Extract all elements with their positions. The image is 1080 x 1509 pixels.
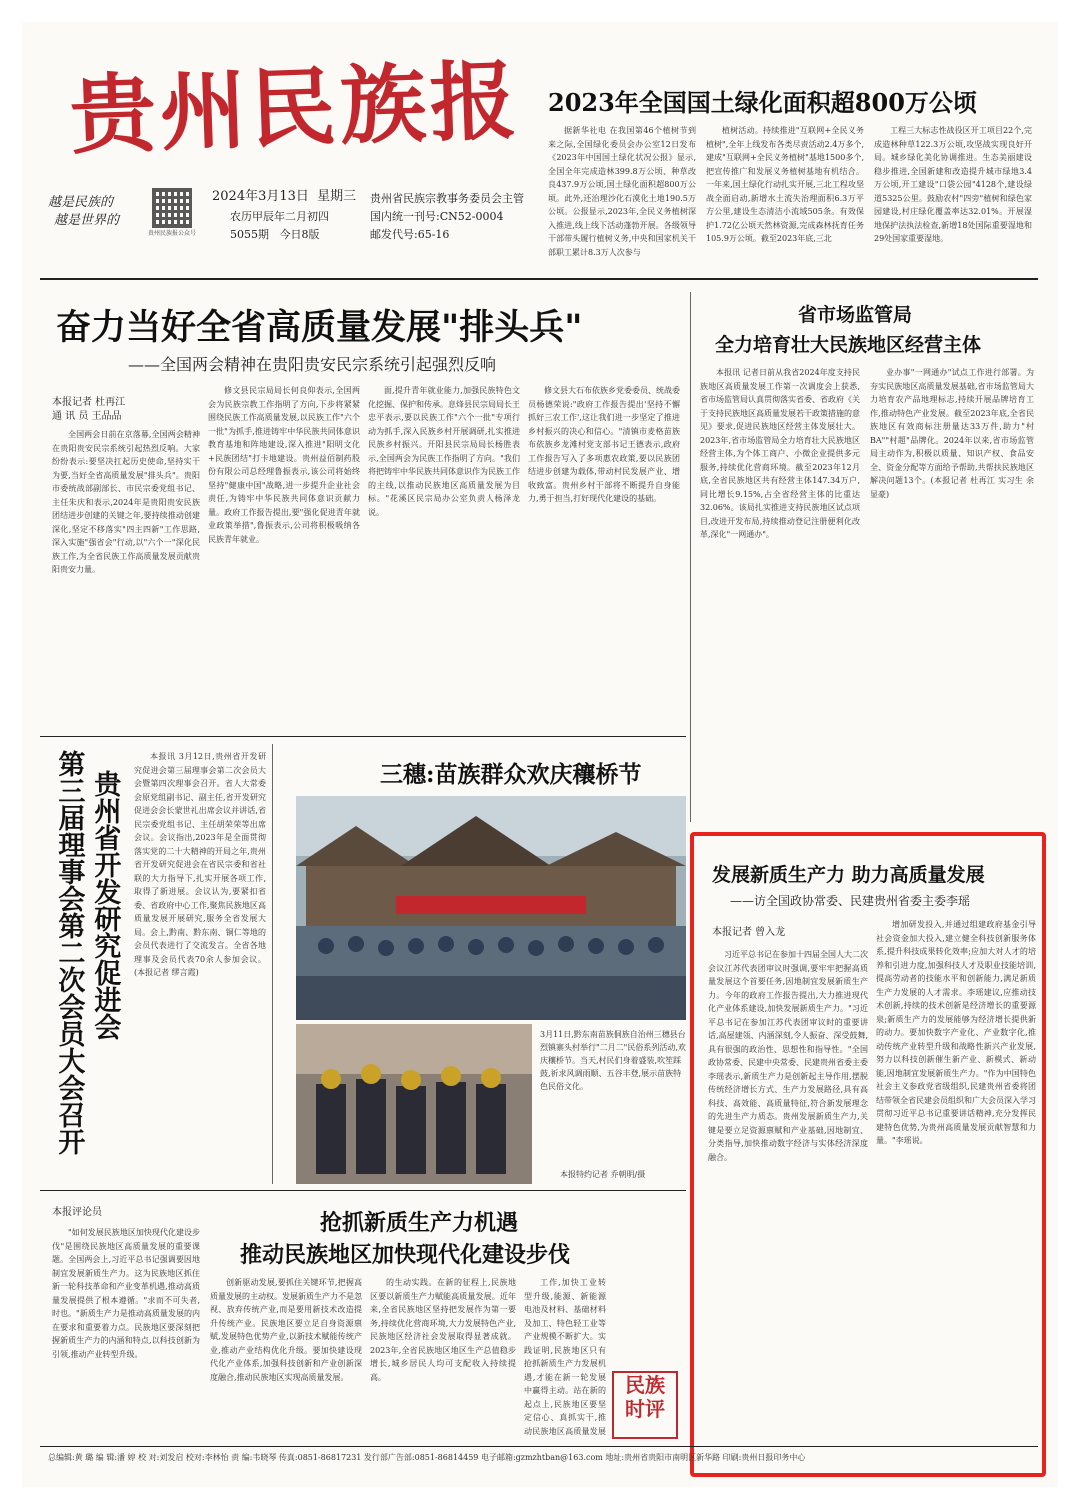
lead-byline-1: 本报记者 杜再江 bbox=[52, 397, 126, 408]
commentary-byline: 本报评论员 bbox=[52, 1207, 102, 1218]
vertical-story-body: 本报讯 3月12日,贵州省开发研究促进会第三届理事会第二次会员大会暨第四次理事会召开。省人大常委会原党组副书记、副主任,省开发研究促进会会长蒙世礼出席会议并讲话,省民宗委党组书记、主任胡荣荣等出席会议。会议指出,2023年是全面贯彻落实党的二十大精神的开局之年,贵州省开发研究促进会在省民宗委和省社联的大力指导下,扎实开展各项工作,取得了新进展。会议认为,要紧扣省委、省政府中心工作,聚焦民族地区高质量发展开展研究,服务全省发展大局。会上,黔南、黔东南、铜仁等地的会员代表进行了交流发言。全省各地理事及会员代表70余人参加会议。(本报记者 缪言霞) bbox=[134, 752, 266, 977]
highlight-headline: 发展新质生产力 助力高质量发展 bbox=[712, 864, 985, 886]
commentary-stamp bbox=[612, 1371, 678, 1439]
lead-subhead: ——全国两会精神在贵阳贵安民宗系统引起强烈反响 bbox=[128, 355, 497, 374]
right-story-headline-1: 省市场监管局 bbox=[798, 304, 913, 326]
column-divider bbox=[690, 292, 691, 822]
photo-credit: 本报特约记者 乔朝明/摄 bbox=[560, 1170, 646, 1179]
slogan-line-2: 越是世界的 bbox=[54, 213, 120, 228]
column-divider-2 bbox=[272, 744, 273, 1184]
section-rule-bottom bbox=[40, 1190, 686, 1191]
highlight-col-1: 习近平总书记在参加十四届全国人大二次会议江苏代表团审议时强调,要牢牢把握高质量发展这个首要任务,因地制宜发展新质生产力。今年的政府工作报告提出,大力推进现代化产业体系建设,加快发展新质生产力。"习近平总书记在参加江苏代表团审议时的重要讲话,高屋建瓴、内涵深刻,令人振奋、深受鼓舞,具有很强的政治性、思想性和指导性。"全国政协常委、民建中央常委、民建贵州省委主委李瑶表示,新质生产力是创新起主导作用,摆脱传统经济增长方式、生产力发展路径,具有高科技、高效能、高质量特征,符合新发展理念的先进生产力质态。贵州发展新质生产力,关键是要立足资源禀赋和产业基础,因地制宜、分类指导,加快推动数字经济与实体经济深度融合。 bbox=[708, 950, 868, 1162]
vertical-headline-2: 第三届理事会第二次会员大会召开 bbox=[53, 750, 85, 1155]
top-story-col-1: 据新华社电 在我国第46个植树节到来之际,全国绿化委员会办公室12日发布《2023年中国国土绿化状况公报》显示,全国全年完成造林399.8万公顷、种草改良437.9万公顷,国土绿化面积超800万公顷。此外,还治理沙化石漠化土地190.5万公顷。公报显示,2023年,全民义务植树深入推进,线上线下活动蓬勃开展。各级领导干部带头履行植树义务,中央和国家机关干部职工累计8.3万人次参与 bbox=[548, 126, 696, 257]
stamp-line-1: 民族 bbox=[625, 1373, 665, 1397]
lead-col-4: 修文县大石布依族乡党委委员、统战委员杨德荣说:"政府工作报告提出'坚持不懈抓好三农工作',这让我们进一步坚定了推进乡村振兴的决心和信心。"清镇市麦格苗族布依族乡龙滩村党支部书记王德表示,政府工作报告写入了多项惠农政策,要以民族团结进步创建为载体,带动村民发展产业、增收致富。贵州乡村干部将不断提升自身能力,勇于担当,打好现代化建设的基础。 bbox=[528, 386, 680, 503]
top-story-headline: 2023年全国国土绿化面积超800万公顷 bbox=[548, 88, 977, 117]
top-story-col-3: 工程三大标志性战役区开工项目22个,完成造林种草122.3万公顷,攻坚战实现良好开局。城乡绿化美化协调推进。生态美丽建设稳步推进,全国新建和改造提升城市绿地3.4万公顷,开工建设"口袋公园"4128个,建设绿道5325公里。鼓励农村"四旁"植树和绿色家园建设,村庄绿化覆盖率达32.01%。开展湿地保护法执法检查,新增18处国际重要湿地和29处国家重要湿地。 bbox=[874, 126, 1032, 243]
right-story-headline-2: 全力培育壮大民族地区经营主体 bbox=[715, 334, 982, 356]
highlight-subhead: ——访全国政协常委、民建贵州省委主委李瑶 bbox=[730, 894, 971, 908]
festival-photo-bottom-image bbox=[296, 1024, 532, 1184]
lead-col-3: 面,提升青年就业能力,加强民族特色文化挖掘、保护和传承。息烽县民宗局局长王忠平表示,要以民族工作"六个一批"专项行动为抓手,深入民族乡村开展调研,扎实推进民族乡村振兴。开阳县民宗局局长杨胜表示,全国两会为民族工作指明了方向。"我们将把铸牢中华民族共同体意识作为民族工作的主线,以推动民族地区高质量发展为目标。"花溪区民宗局办公室负责人杨泽龙说。 bbox=[368, 386, 520, 517]
right-story-col-2: 业办事"一网通办"试点工作进行部署。为夯实民族地区高质量发展基础,省市场监管局大力培育农产品地理标志,持续开展品牌培育工作,推动特色产业发展。截至2023年底,全省民族地区有效商标注册量达33万件,助力"村BA""村超"品牌化。2024年以来,省市场监管局主动作为,积极以质量、知识产权、食品安全、资金分配等方面给予帮助,共帮扶民族地区解决问题13个。(本报记者 杜再江 实习生 余显豪) bbox=[870, 368, 1034, 499]
photo-caption: 3月11日,黔东南苗族侗族自治州三穗县台烈镇寨头村举行"二月二"民俗系列活动,欢庆穰桥节。当天,村民们身着盛装,吹笙踩鼓,祈求风调雨顺、五谷丰登,展示苗族特色民俗文化。 bbox=[540, 1030, 686, 1091]
masthead-title: 贵州民族报 bbox=[68, 50, 522, 167]
commentary-col-1: "如何发展民族地区加快现代化建设步伐"是围绕民族地区高质量发展的重要课题。全国两会上,习近平总书记强调要因地制宜发展新质生产力。这为民族地区抓住新一轮科技革命和产业变革机遇,推动高质量发展提供了根本遵循。"求而不可失者,时也。"新质生产力是推动高质量发展的内在要求和重要着力点。民族地区要深刻把握新质生产力的内涵和特点,以科技创新为引领,推动产业转型升级。 bbox=[52, 1228, 200, 1359]
issue-publisher: 贵州省民族宗教事务委员会主管 bbox=[370, 192, 524, 205]
qr-code-icon[interactable] bbox=[152, 188, 192, 228]
slogan-line-1: 越是民族的 bbox=[48, 195, 114, 210]
issue-pages: 今日8版 bbox=[279, 228, 320, 241]
issue-post: 邮发代号:65-16 bbox=[370, 228, 450, 241]
stamp-line-2: 时评 bbox=[625, 1397, 665, 1421]
right-story-col-1: 本报讯 记者日前从我省2024年度支持民族地区高质量发展工作第一次调度会上获悉,省市场监管局认真贯彻落实省委、省政府《关于支持民族地区高质量发展若干政策措施的意见》要求,促进民族地区经营主体发展壮大。2023年,省市场监管局全力培育壮大民族地区经营主体,为个体工商户、小微企业提供多元服务,持续优化营商环境。截至2023年12月底,全省民族地区共有经营主体147.34万户,同比增长9.15%,占全省经营主体的比重达32.06%。该局扎实推进支持民族地区试点项目,改进开发布局,持续推动登记注册便利化改革,深化"一网通办"。 bbox=[700, 368, 860, 539]
section-rule-mid bbox=[40, 736, 686, 737]
commentary-headline-2: 推动民族地区加快现代化建设步伐 bbox=[240, 1242, 571, 1268]
masthead-slogan bbox=[48, 194, 119, 230]
masthead-rule bbox=[40, 278, 1038, 280]
footer-info: 总编辑:黄 璐 编 辑:潘 婷 校 对:刘发启 校对:李林怡 责 编:韦晓琴 传真:0851-86817231 发行部广告部:0851-86814459 电子邮箱:gzmzhtban@163.com 地址:贵州省贵阳市南明区新华路 印刷:贵州日报印务中心 bbox=[48, 1453, 806, 1462]
commentary-headline-1: 抢抓新质生产力机遇 bbox=[320, 1210, 519, 1236]
footer-rule bbox=[40, 1446, 1038, 1447]
qr-caption: 贵州民族报公众号 bbox=[148, 230, 197, 237]
highlight-col-2: 增加研发投入,并通过组建政府基金引导社会资金加大投入,建立健全科技创新服务体系,提升科技成果转化效率;应加大对人才的培养和引进力度,加强科技人才及职业技能培训,提高劳动者的技能水平和创新能力,满足新质生产力发展的人才需求。李瑶建议,应推动技术创新,持续的技术创新是经济增长的重要源泉;新质生产力的发展能够为经济增长提供新的动力。要加快数字产业化、产业数字化,推动传统产业转型升级和战略性新兴产业发展,努力以科技创新催生新产业、新模式、新动能,因地制宜发展新质生产力。"作为中国特色社会主义参政党省级组织,民建贵州省委将团结带领全省民建会员组织和广大会员深入学习贯彻习近平总书记重要讲话精神,充分发挥民建特色优势,为贵州高质量发展贡献智慧和力量。"李瑶说。 bbox=[876, 920, 1036, 1145]
issue-date-row bbox=[212, 188, 356, 206]
issue-cn: 国内统一刊号:CN52-0004 bbox=[370, 210, 504, 223]
lead-headline: 奋力当好全省高质量发展"排头兵" bbox=[56, 307, 583, 348]
commentary-col-3: 的生动实践。在新的征程上,民族地区要以新质生产力赋能高质量发展。近年来,全省民族地区坚持把发展作为第一要务,持续优化营商环境,大力发展特色产业,民族地区经济社会发展取得显著成就。2023年,全省民族地区地区生产总值稳步增长,城乡居民人均可支配收入持续提高。 bbox=[370, 1278, 516, 1382]
commentary-col-4: 工作,加快工业转型升级,能源、新能源电池及材料、基础材料及加工、特色轻工业等产业规模不断扩大。实践证明,民族地区只有抢抓新质生产力发展机遇,才能在新一轮发展中赢得主动。站在新的起点上,民族地区要坚定信心、真抓实干,推动民族地区高质量发展 bbox=[524, 1278, 606, 1436]
photo-story-headline: 三穗:苗族群众欢庆穰桥节 bbox=[380, 761, 642, 788]
festival-photo-top bbox=[296, 796, 686, 1020]
vertical-headline-1: 贵州省开发研究促进会 bbox=[89, 770, 121, 1040]
lead-col-1: 全国两会日前在京落幕,全国两会精神在贵阳贵安民宗系统引起热烈反响。大家纷纷表示:要坚决扛起历史使命,坚持实干为要,当好全省高质量发展"排头兵"。贵阳市委统战部副部长、市民宗委党组书记、主任朱庆和表示,2024年是贵阳贵安民族团结进步创建的关键之年,要持续推动创建深化,坚定不移落实"四主四新"工作思路,深入实施"强省会"行动,以"六个一"深化民族工作,为全省民族工作高质量发展贡献贵阳贵安力量。 bbox=[52, 430, 200, 574]
highlight-byline: 本报记者 曾入龙 bbox=[712, 927, 786, 938]
lead-col-2: 修文县民宗局局长何良仰表示,全国两会为民族宗教工作指明了方向,下步将紧紧围绕民族工作高质量发展,以民族工作"六个一批"为抓手,推进铸牢中华民族共同体意识教育基地和阵地建设,深入推进"阳明文化+民族团结"打卡地建设。贵州益佰制药股份有限公司总经理鲁振表示,该公司将始终坚持"健康中国"战略,进一步提升企业社会责任,为铸牢中华民族共同体意识贡献力量。政府工作报告提出,要"强化促进青年就业政策举措",鲁振表示,公司将积极吸纳各民族青年就业。 bbox=[208, 386, 360, 544]
issue-weekday: 星期三 bbox=[317, 189, 357, 204]
issue-number: 5055期 bbox=[230, 228, 269, 241]
top-story-col-2: 植树活动。持续推进"互联网+全民义务植树",全年上线发布各类尽责活动2.4万多个,建成"互联网+全民义务植树"基地1500多个,把宣传推广和发展义务植树基地有机结合。一年来,国土绿化行动扎实开展,三北工程攻坚战全面启动,新增水土流失治理面积6.3万平方公里,建设生态清洁小流域505条。有效保护1.72亿公顷天然林资源,完成森林抚育任务105.9万公顷。截至2023年底,三北 bbox=[706, 126, 864, 243]
issue-date: 2024年3月13日 bbox=[212, 189, 309, 204]
commentary-col-2: 创新驱动发展,要抓住关键环节,把握高质量发展的主动权。发展新质生产力不是忽视、放弃传统产业,而是要用新技术改造提升传统产业。民族地区要立足自身资源禀赋,发展特色优势产业,以新技术赋能传统产业,推动产业结构优化升级。要加快建设现代化产业体系,加强科技创新和产业创新深度融合,推动民族地区实现高质量发展。 bbox=[210, 1278, 362, 1382]
issue-number-row bbox=[230, 226, 320, 244]
issue-lunar: 农历甲辰年二月初四 bbox=[230, 210, 329, 223]
festival-photo-top-image bbox=[296, 796, 686, 1020]
festival-photo-bottom bbox=[296, 1024, 532, 1184]
lead-byline bbox=[52, 396, 125, 424]
lead-byline-2: 通 讯 员 王品品 bbox=[52, 411, 122, 422]
